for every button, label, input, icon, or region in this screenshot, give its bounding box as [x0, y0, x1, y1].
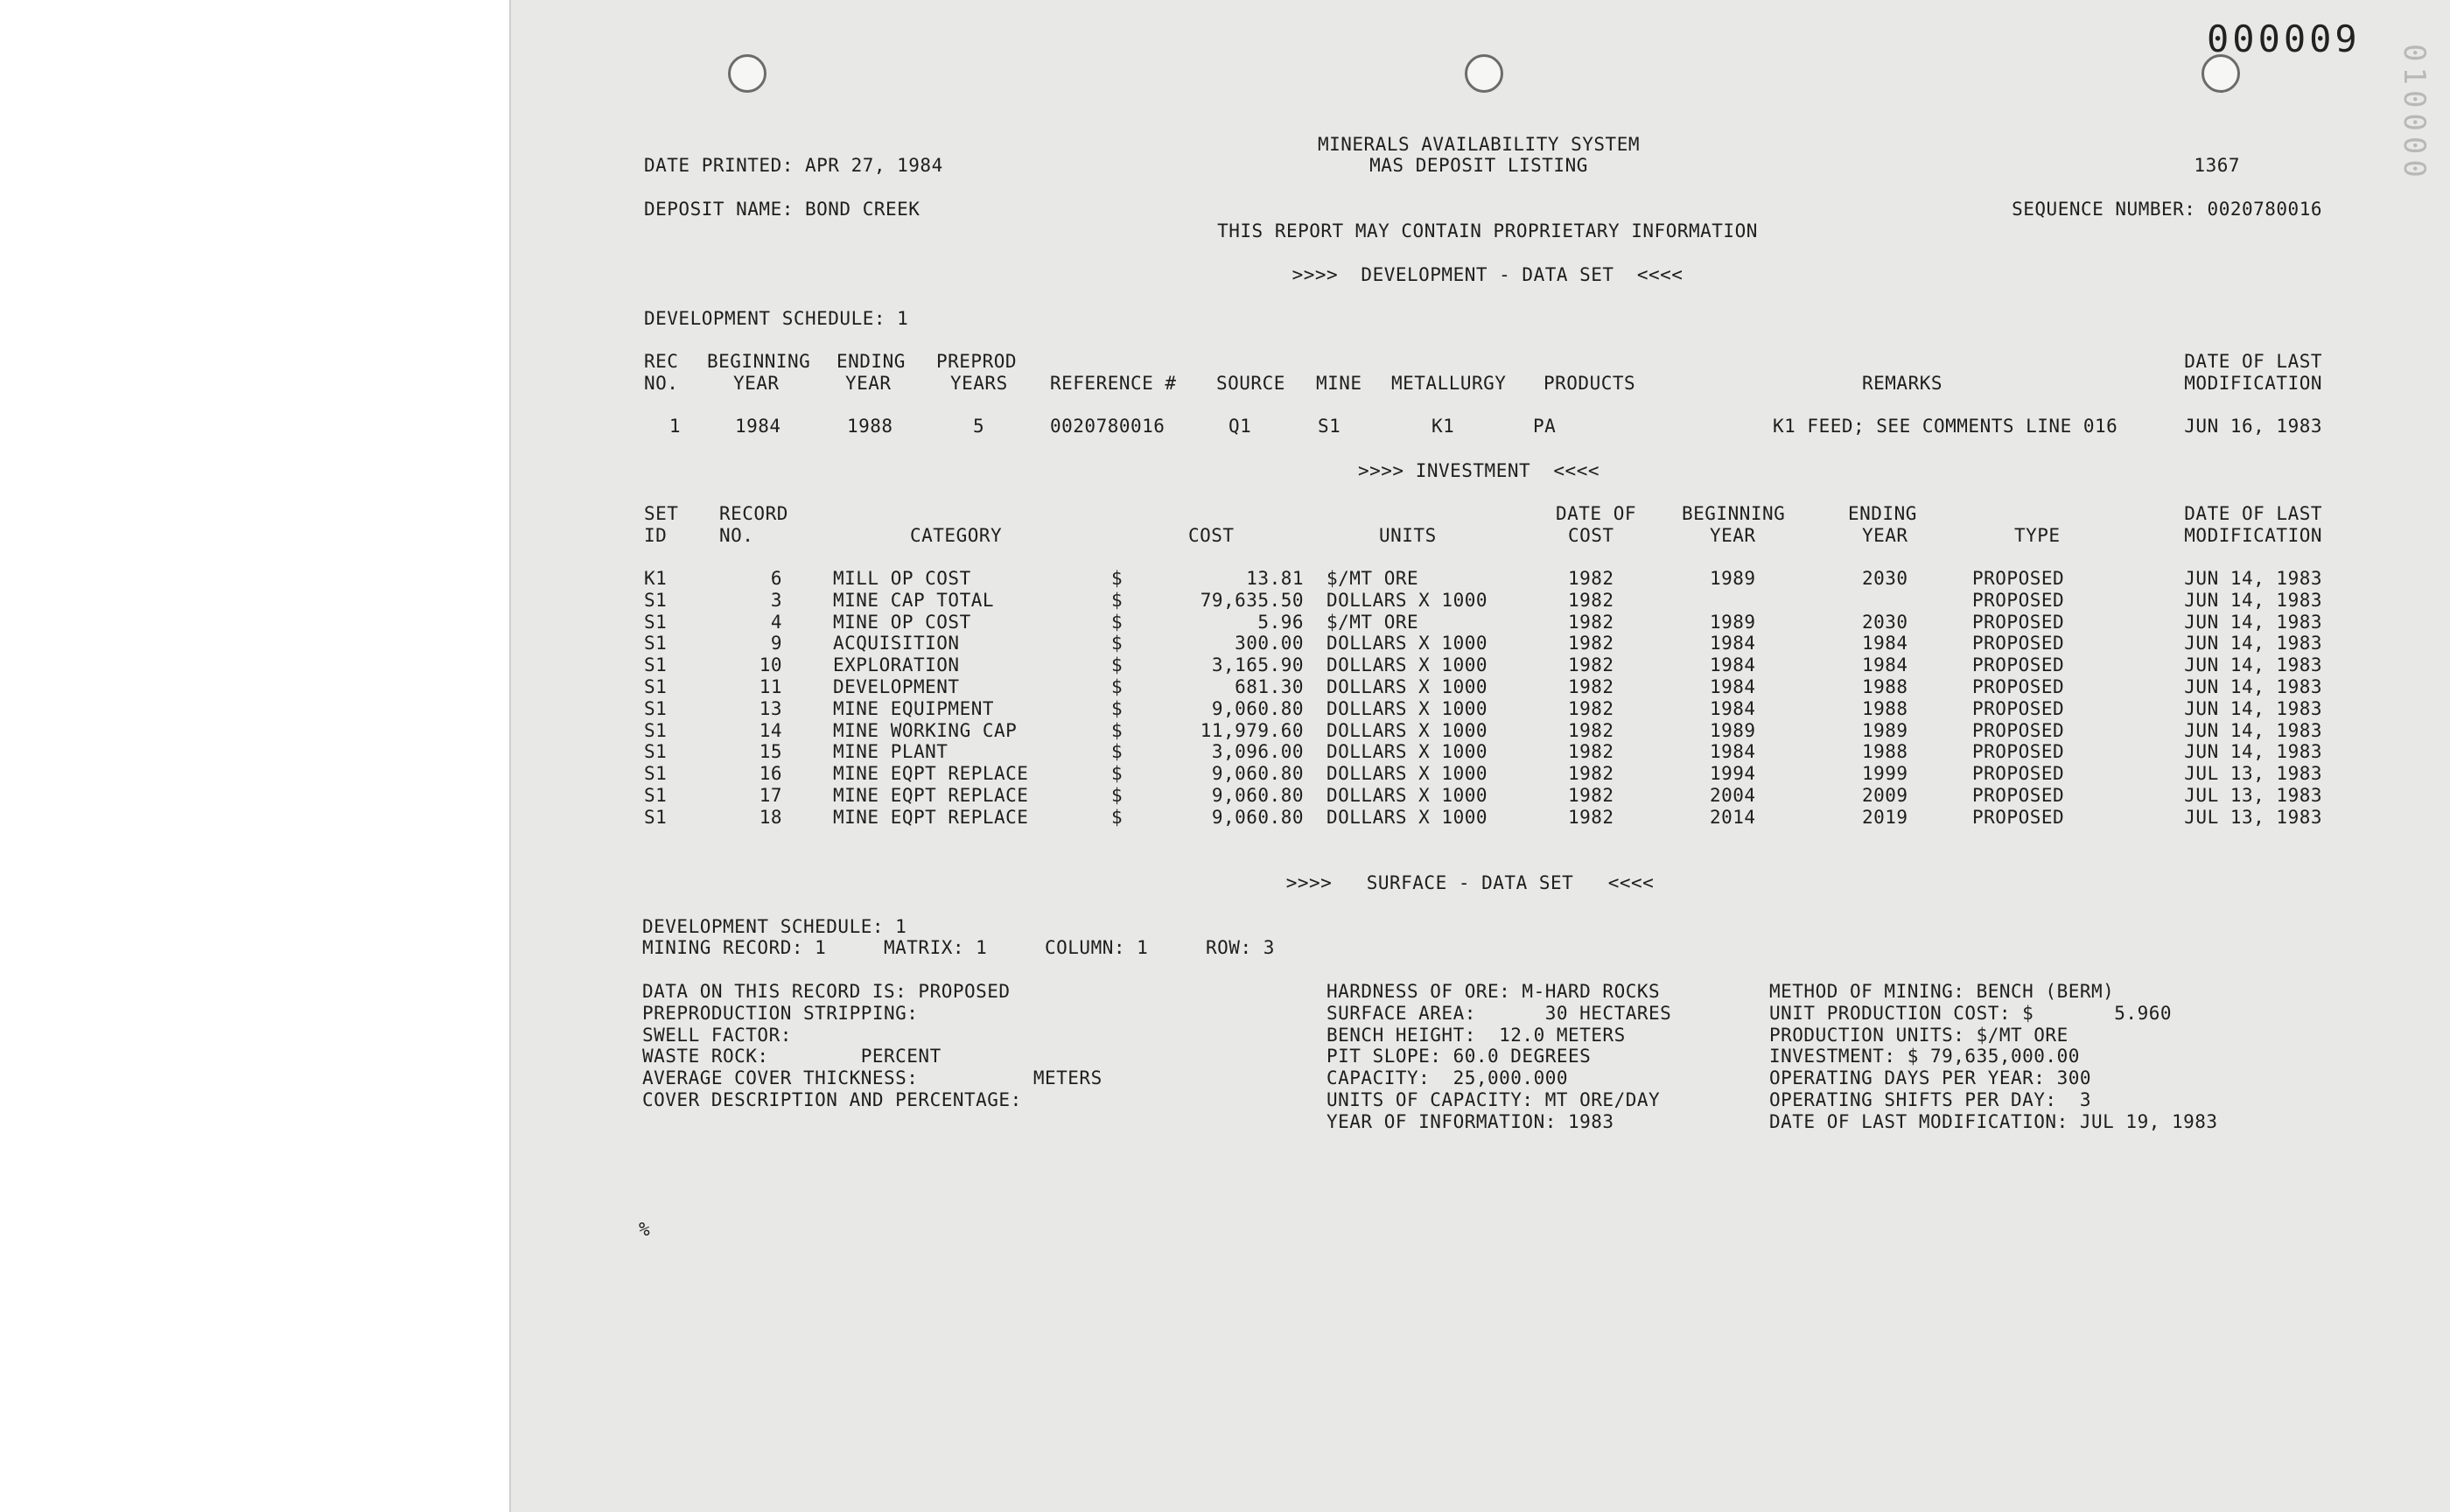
inv-cell-rec: 10	[759, 654, 782, 676]
inv-cell-rec: 17	[759, 785, 782, 806]
inv-cell-cur: $	[1111, 719, 1124, 741]
inv-cell-rec: 6	[770, 568, 782, 589]
page-stamp: 000009	[2207, 18, 2361, 60]
dev-header-end-2: YEAR	[845, 373, 892, 394]
surface-col1-line: AVERAGE COVER THICKNESS: METERS	[642, 1068, 1102, 1089]
inv-cell-end: 1984	[1862, 633, 1908, 654]
inv-cell-cur: $	[1111, 589, 1124, 611]
deposit-name: DEPOSIT NAME: BOND CREEK	[644, 199, 920, 220]
inv-cell-type: PROPOSED	[1972, 633, 2065, 654]
dev-header-beg-2: YEAR	[733, 373, 780, 394]
inv-cell-cur: $	[1111, 697, 1124, 719]
inv-cell-set: S1	[644, 763, 668, 785]
inv-cell-category: ACQUISITION	[833, 633, 960, 654]
surface-col2-line: BENCH HEIGHT: 12.0 METERS	[1326, 1024, 1626, 1046]
surface-schedule: DEVELOPMENT SCHEDULE: 1	[642, 916, 907, 937]
surface-col3-line: METHOD OF MINING: BENCH (BERM)	[1769, 981, 2115, 1002]
dev-header-end-1: ENDING	[836, 351, 906, 372]
inv-cell-units: DOLLARS X 1000	[1326, 654, 1488, 676]
inv-cell-cost: 9,060.80	[1211, 697, 1304, 719]
inv-cell-end: 1988	[1862, 676, 1908, 697]
inv-cell-units: DOLLARS X 1000	[1326, 589, 1488, 611]
inv-cell-mod: JUN 14, 1983	[2184, 633, 2322, 654]
inv-cell-end: 1999	[1862, 763, 1908, 785]
dev-header-reference: REFERENCE #	[1050, 373, 1177, 394]
inv-cell-rec: 11	[759, 676, 782, 697]
inv-cell-category: MINE EQPT REPLACE	[833, 763, 1029, 785]
dev-header-mod-2: MODIFICATION	[2184, 373, 2322, 394]
inv-header-rec-2: NO.	[719, 525, 754, 546]
dev-row-source: Q1	[1228, 416, 1252, 437]
inv-cell-type: PROPOSED	[1972, 806, 2065, 828]
inv-cell-units: $/MT ORE	[1326, 568, 1419, 589]
inv-cell-type: PROPOSED	[1972, 763, 2065, 785]
inv-cell-mod: JUN 14, 1983	[2184, 676, 2322, 697]
inv-cell-beg: 1984	[1710, 633, 1756, 654]
inv-cell-cost: 3,165.90	[1211, 654, 1304, 676]
inv-cell-date: 1982	[1568, 654, 1614, 676]
proprietary-notice: THIS REPORT MAY CONTAIN PROPRIETARY INFORMATION	[1217, 220, 1758, 242]
page-number: 1367	[2194, 155, 2240, 176]
inv-cell-category: EXPLORATION	[833, 654, 960, 676]
date-printed: DATE PRINTED: APR 27, 1984	[644, 155, 943, 176]
inv-cell-mod: JUN 14, 1983	[2184, 589, 2322, 611]
surface-record-line: MINING RECORD: 1 MATRIX: 1 COLUMN: 1 ROW: 3	[642, 937, 1275, 958]
dev-header-rec-1: REC	[644, 351, 679, 372]
footer-percent-mark: %	[639, 1219, 651, 1240]
dev-header-metallurgy: METALLURGY	[1391, 373, 1507, 394]
dev-header-pre-1: PREPROD	[936, 351, 1018, 372]
investment-section-title: >>>> INVESTMENT <<<<	[1357, 460, 1600, 481]
surface-col3-line: OPERATING SHIFTS PER DAY: 3	[1769, 1089, 2092, 1110]
inv-cell-rec: 16	[759, 763, 782, 785]
surface-col3-line: PRODUCTION UNITS: $/MT ORE	[1769, 1024, 2068, 1046]
inv-cell-cost: 3,096.00	[1211, 741, 1304, 763]
inv-cell-type: PROPOSED	[1972, 741, 2065, 763]
inv-cell-date: 1982	[1568, 589, 1614, 611]
surface-col2-line: PIT SLOPE: 60.0 DEGREES	[1326, 1046, 1592, 1068]
dev-row-rec: 1	[668, 416, 681, 437]
surface-col1-line: SWELL FACTOR:	[642, 1024, 792, 1046]
inv-cell-cost: 9,060.80	[1211, 785, 1304, 806]
inv-cell-cost: 9,060.80	[1211, 763, 1304, 785]
inv-cell-mod: JUN 14, 1983	[2184, 741, 2322, 763]
inv-cell-cost: 11,979.60	[1200, 719, 1304, 741]
surface-col2-line: UNITS OF CAPACITY: MT ORE/DAY	[1326, 1089, 1661, 1110]
inv-header-mod-1: DATE OF LAST	[2184, 503, 2322, 524]
inv-cell-category: MINE EQUIPMENT	[833, 697, 995, 719]
inv-header-rec-1: RECORD	[719, 503, 788, 524]
inv-header-set-2: ID	[644, 525, 668, 546]
inv-cell-set: S1	[644, 654, 668, 676]
dev-header-mine: MINE	[1316, 373, 1362, 394]
surface-col1-line: COVER DESCRIPTION AND PERCENTAGE:	[642, 1089, 1022, 1110]
inv-cell-end: 1988	[1862, 741, 1908, 763]
dev-row-metallurgy: K1	[1432, 416, 1455, 437]
dev-row-mine: S1	[1318, 416, 1341, 437]
inv-cell-set: S1	[644, 806, 668, 828]
surface-col1-line: PREPRODUCTION STRIPPING:	[642, 1002, 919, 1024]
inv-cell-units: DOLLARS X 1000	[1326, 719, 1488, 741]
inv-cell-mod: JUL 13, 1983	[2184, 806, 2322, 828]
inv-cell-set: S1	[644, 676, 668, 697]
inv-cell-mod: JUN 14, 1983	[2184, 611, 2322, 633]
inv-cell-rec: 14	[759, 719, 782, 741]
inv-cell-beg: 2014	[1710, 806, 1756, 828]
inv-header-end-1: ENDING	[1848, 503, 1917, 524]
inv-cell-units: DOLLARS X 1000	[1326, 741, 1488, 763]
development-schedule: DEVELOPMENT SCHEDULE: 1	[644, 308, 909, 329]
surface-col3-line: OPERATING DAYS PER YEAR: 300	[1769, 1068, 2092, 1089]
dev-row-end: 1988	[847, 416, 893, 437]
dev-header-remarks: REMARKS	[1862, 373, 1943, 394]
inv-cell-cur: $	[1111, 741, 1124, 763]
inv-cell-cur: $	[1111, 611, 1124, 633]
inv-cell-category: MILL OP COST	[833, 568, 971, 589]
inv-cell-mod: JUN 14, 1983	[2184, 697, 2322, 719]
inv-cell-date: 1982	[1568, 676, 1614, 697]
inv-cell-end: 2030	[1862, 568, 1908, 589]
inv-cell-type: PROPOSED	[1972, 589, 2065, 611]
dev-row-modified: JUN 16, 1983	[2184, 416, 2322, 437]
inv-cell-cur: $	[1111, 676, 1124, 697]
surface-col3-line: INVESTMENT: $ 79,635,000.00	[1769, 1046, 2080, 1068]
inv-cell-beg: 1989	[1710, 611, 1756, 633]
inv-cell-beg: 1994	[1710, 763, 1756, 785]
inv-cell-rec: 9	[770, 633, 782, 654]
surface-col2-line: HARDNESS OF ORE: M-HARD ROCKS	[1326, 981, 1661, 1002]
inv-cell-beg: 1984	[1710, 654, 1756, 676]
inv-cell-end: 2009	[1862, 785, 1908, 806]
development-section-title: >>>> DEVELOPMENT - DATA SET <<<<	[1292, 264, 1684, 285]
inv-cell-date: 1982	[1568, 568, 1614, 589]
inv-cell-set: S1	[644, 785, 668, 806]
inv-header-cost: COST	[1188, 525, 1235, 546]
inv-cell-type: PROPOSED	[1972, 697, 2065, 719]
inv-cell-mod: JUL 13, 1983	[2184, 763, 2322, 785]
inv-cell-category: MINE OP COST	[833, 611, 971, 633]
inv-cell-cur: $	[1111, 568, 1124, 589]
inv-header-date-2: COST	[1568, 525, 1614, 546]
dev-row-remarks: K1 FEED; SEE COMMENTS LINE 016	[1773, 416, 2118, 437]
inv-cell-type: PROPOSED	[1972, 719, 2065, 741]
inv-header-beg-1: BEGINNING	[1682, 503, 1786, 524]
inv-cell-date: 1982	[1568, 741, 1614, 763]
inv-cell-set: S1	[644, 697, 668, 719]
punch-hole-center	[1465, 54, 1503, 93]
surface-col1-line: WASTE ROCK: PERCENT	[642, 1046, 942, 1068]
inv-header-end-2: YEAR	[1862, 525, 1908, 546]
inv-cell-units: DOLLARS X 1000	[1326, 676, 1488, 697]
surface-section-title: >>>> SURFACE - DATA SET <<<<	[1285, 872, 1655, 893]
listing-title: MAS DEPOSIT LISTING	[1369, 155, 1588, 176]
inv-cell-set: K1	[644, 568, 668, 589]
inv-cell-set: S1	[644, 741, 668, 763]
inv-cell-cost: 13.81	[1246, 568, 1304, 589]
inv-cell-date: 1982	[1568, 633, 1614, 654]
inv-cell-date: 1982	[1568, 763, 1614, 785]
inv-cell-beg: 1989	[1710, 568, 1756, 589]
inv-cell-beg: 2004	[1710, 785, 1756, 806]
inv-cell-cost: 79,635.50	[1200, 589, 1304, 611]
inv-cell-cost: 300.00	[1235, 633, 1304, 654]
inv-cell-units: DOLLARS X 1000	[1326, 785, 1488, 806]
inv-cell-beg: 1989	[1710, 719, 1756, 741]
inv-cell-category: DEVELOPMENT	[833, 676, 960, 697]
inv-cell-type: PROPOSED	[1972, 785, 2065, 806]
inv-header-type: TYPE	[2014, 525, 2061, 546]
inv-header-mod-2: MODIFICATION	[2184, 525, 2322, 546]
inv-header-units: UNITS	[1379, 525, 1437, 546]
inv-cell-set: S1	[644, 719, 668, 741]
inv-cell-mod: JUL 13, 1983	[2184, 785, 2322, 806]
inv-cell-rec: 15	[759, 741, 782, 763]
dev-header-source: SOURCE	[1216, 373, 1285, 394]
surface-col3-line: DATE OF LAST MODIFICATION: JUL 19, 1983	[1769, 1110, 2218, 1132]
inv-cell-end: 2030	[1862, 611, 1908, 633]
surface-col2-line: SURFACE AREA: 30 HECTARES	[1326, 1002, 1672, 1024]
inv-cell-cost: 9,060.80	[1211, 806, 1304, 828]
side-stamp: 010000	[2397, 44, 2432, 183]
inv-cell-type: PROPOSED	[1972, 568, 2065, 589]
inv-cell-category: MINE CAP TOTAL	[833, 589, 995, 611]
inv-cell-category: MINE EQPT REPLACE	[833, 806, 1029, 828]
inv-cell-date: 1982	[1568, 806, 1614, 828]
inv-cell-type: PROPOSED	[1972, 654, 2065, 676]
dev-header-products: PRODUCTS	[1544, 373, 1636, 394]
inv-cell-set: S1	[644, 589, 668, 611]
inv-header-category: CATEGORY	[910, 525, 1003, 546]
inv-cell-end: 1989	[1862, 719, 1908, 741]
dev-header-pre-2: YEARS	[950, 373, 1008, 394]
inv-cell-date: 1982	[1568, 719, 1614, 741]
inv-cell-set: S1	[644, 633, 668, 654]
inv-cell-mod: JUN 14, 1983	[2184, 568, 2322, 589]
surface-col2-line: CAPACITY: 25,000.000	[1326, 1068, 1569, 1089]
dev-row-products: PA	[1533, 416, 1557, 437]
inv-cell-date: 1982	[1568, 611, 1614, 633]
inv-cell-units: $/MT ORE	[1326, 611, 1419, 633]
inv-header-set-1: SET	[644, 503, 679, 524]
inv-cell-date: 1982	[1568, 697, 1614, 719]
inv-cell-date: 1982	[1568, 785, 1614, 806]
inv-cell-cur: $	[1111, 785, 1124, 806]
inv-cell-type: PROPOSED	[1972, 676, 2065, 697]
inv-cell-end: 1988	[1862, 697, 1908, 719]
inv-cell-beg: 1984	[1710, 741, 1756, 763]
inv-cell-beg: 1984	[1710, 697, 1756, 719]
inv-cell-mod: JUN 14, 1983	[2184, 654, 2322, 676]
inv-cell-beg: 1984	[1710, 676, 1756, 697]
inv-cell-units: DOLLARS X 1000	[1326, 763, 1488, 785]
inv-cell-rec: 4	[770, 611, 782, 633]
inv-cell-cur: $	[1111, 763, 1124, 785]
inv-cell-rec: 3	[770, 589, 782, 611]
inv-cell-end: 1984	[1862, 654, 1908, 676]
system-title: MINERALS AVAILABILITY SYSTEM	[1317, 134, 1640, 155]
inv-header-beg-2: YEAR	[1710, 525, 1756, 546]
inv-cell-units: DOLLARS X 1000	[1326, 697, 1488, 719]
dev-header-mod-1: DATE OF LAST	[2184, 351, 2322, 372]
inv-cell-end: 2019	[1862, 806, 1908, 828]
inv-cell-cur: $	[1111, 806, 1124, 828]
dev-row-beg: 1984	[735, 416, 781, 437]
dev-header-rec-2: NO.	[644, 373, 679, 394]
surface-col1-line: DATA ON THIS RECORD IS: PROPOSED	[642, 981, 1011, 1002]
surface-col3-line: UNIT PRODUCTION COST: $ 5.960	[1769, 1002, 2173, 1024]
inv-cell-rec: 18	[759, 806, 782, 828]
dev-row-pre: 5	[973, 416, 985, 437]
inv-cell-units: DOLLARS X 1000	[1326, 633, 1488, 654]
inv-cell-category: MINE PLANT	[833, 741, 948, 763]
dev-row-reference: 0020780016	[1050, 416, 1166, 437]
inv-cell-rec: 13	[759, 697, 782, 719]
inv-cell-cost: 5.96	[1257, 611, 1304, 633]
inv-cell-category: MINE EQPT REPLACE	[833, 785, 1029, 806]
inv-cell-mod: JUN 14, 1983	[2184, 719, 2322, 741]
surface-col2-line: YEAR OF INFORMATION: 1983	[1326, 1110, 1614, 1132]
inv-cell-units: DOLLARS X 1000	[1326, 806, 1488, 828]
inv-cell-cost: 681.30	[1235, 676, 1304, 697]
inv-cell-type: PROPOSED	[1972, 611, 2065, 633]
dev-header-beg-1: BEGINNING	[707, 351, 811, 372]
punch-hole-left	[728, 54, 766, 93]
inv-cell-set: S1	[644, 611, 668, 633]
inv-cell-category: MINE WORKING CAP	[833, 719, 1018, 741]
inv-cell-cur: $	[1111, 654, 1124, 676]
sequence-number: SEQUENCE NUMBER: 0020780016	[2012, 199, 2322, 220]
inv-header-date-1: DATE OF	[1556, 503, 1637, 524]
inv-cell-cur: $	[1111, 633, 1124, 654]
